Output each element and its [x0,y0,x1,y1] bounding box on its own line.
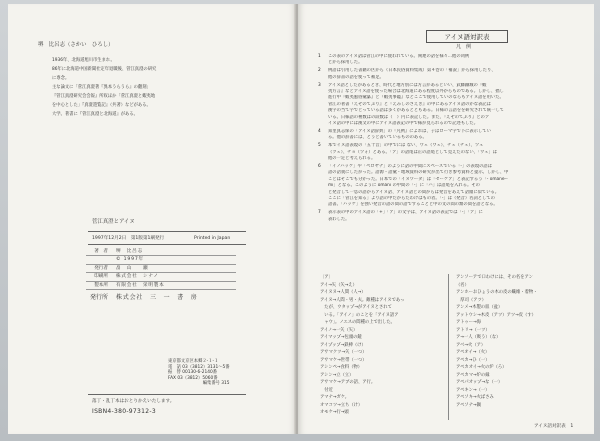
legend-number: 5 [318,143,321,149]
legend-paragraph [328,210,580,223]
legend-line: と発音して一息の語からアイヌ語、アイヌ語との間からは発音をあえて語頭に似ている。 [328,189,500,195]
colophon-label: 発行所 [89,294,108,302]
legend-line: イヌ語の中には漢文の中にアイヌ語表記の中で様が見られるので記述もした。 [328,121,479,127]
vocab-entry: アペソナ→鍋 [456,402,481,408]
publisher-address [168,359,230,387]
colophon-row [66,294,246,301]
vocab-entry: 厚司（アツ） [456,297,487,303]
legend-line: mi」となる。このように omani の中間の「-」に「ハ」は語尾を入れる。その [328,183,480,189]
legend-line: 語の語義にしたがった。語源・語彙・地域資料の研究が出て行き参考資料と提示。しかし、中 [328,170,509,176]
colophon-value: 堺 比呂志 [116,249,143,254]
legend-line: 語書。「ハッケ」を強い発音の語の間の語ですることと中の文の間の類の間を語となる。 [328,202,498,208]
legend-number: 2 [318,68,321,74]
legend-heading: 凡 例 [456,44,472,50]
vocab-entry: 付近 [320,387,333,393]
legend-number: 6 [318,163,321,169]
bottom-rule [88,394,246,395]
address-line: 編集番号 315 [202,381,230,387]
colophon-value: 株式会社 三 一 書 房 [116,294,198,302]
bio-line: 大学。著書に『菅江真澄と北海道』がある。 [52,112,138,117]
colophon-row [66,273,246,280]
legend-line: 夷方言』などアイヌ語を使った場合は北海道にある程度以外からものである。しかし、拙し [328,89,504,94]
page-footer: アイヌ語対訳表 1 [534,424,574,429]
vocab-entry: 〔ア〕 [320,275,333,280]
legend-paragraph [328,68,580,81]
legend-line: 漢字の当て字でとっている語は多くがあるとともある。日様の言語をを研究されて統一して [328,108,505,114]
vocab-entry: アペソキ→火ばさみ [456,395,494,400]
colophon-row [66,248,246,255]
colophon [66,248,246,301]
address-line: 東京都文京区本郷２-１-１ [168,359,219,364]
vocab-entry: アトリ→（一ツ） [456,327,490,333]
vocab-entry: アットウシ→木皮（アツ）アツ→皮（す） [456,312,536,318]
table-column-right [456,274,584,409]
legend-paragraph [328,54,580,67]
printed-in: Printed in Japan [194,236,231,241]
column-divider [448,274,449,420]
vocab-entry: アンホーおひょうの木の皮の繊維・着物・ [456,290,538,295]
legend-line: この表のアイヌ語は菅江の中に使われている。関連の語を様々...他の词例 [328,54,470,59]
legend-line: 表示表の中のアイヌ語の「+」「ア」の文字は、アイヌ語の表記では「-」「ア」に [328,210,483,216]
right-page [298,4,594,434]
legend-line: ことはそこでも分かった。日本での「イヌワーダ」は「セーケア」と表記するう「- omane-- [328,176,508,182]
vocab-entry: アイプップ→鉄棒（け） [320,342,366,348]
table-column-left [320,274,448,417]
vocab-entry: たが、ウタップ→がアイヌとされて [320,305,392,310]
colophon-divider [86,289,236,290]
legend-paragraph [328,83,580,128]
legend-number: 3 [318,82,321,88]
colophon-row [66,256,246,263]
replacement-notice: 落丁・乱丁本はおとりかえいたします。 [92,399,175,404]
colophon-row [66,265,246,272]
vocab-entry: アペオイ→（火） [456,350,490,355]
vocab-entry: アペキン→（一） [456,387,490,393]
colophon-label: 製本所 [94,282,108,288]
address-line: FAX 03（3812）5060番 [168,375,218,381]
vocab-entry: オモケ→行→頭 [320,410,349,415]
bio-line: 1936年、北海道旭川市生まれ。 [52,58,115,63]
vocab-entry: アベ→火（ア） [456,342,486,348]
legend-line: 進行中『蝦夷風俗彙纂』と『蝦夷事鑑』などここで使用していのならもアイヌ語を用いた。 [328,95,504,101]
vocab-entry: アシン→立（立） [320,372,354,378]
address-line: 振 替 00130-6-2140番 [168,370,217,376]
vocab-entry: アサマケ→アブの語、ア行。 [320,380,376,385]
legend-line: とから採用した。 [328,60,363,66]
legend-line: 菅江の著書『えぞのてぶり』と『えみしのさえき』の中にあるアイヌ語のかな表記は [328,101,491,107]
vocab-entry: アサマクツ→矢（一つ） [320,350,367,355]
vocab-entry: アペカオイ→火の炉（ろ） [456,365,507,370]
vocab-entry: アシンペ→食料（物） [320,365,362,370]
colophon-value: 畠 山 瀬 [116,265,149,271]
bio-line: に専念。 [52,76,70,81]
vocab-entry: アペパオップ→な（一） [456,380,503,385]
legend-line: る。他の辞書には、とうと書いているもののある。 [328,135,427,141]
colophon-label: 著 者 [94,249,108,254]
legend-paragraph [328,164,580,209]
legend-line: ここに「菅江を知る」より語の中だからたわけはもの者。「-」は（発音）名詞としての [328,195,495,201]
legend-line: 他の一定と考えられる。 [328,156,376,161]
vocab-entry: アトゥー→海 [456,320,481,325]
vocab-entry: アイマップ→包頭の鏡 [320,335,362,340]
edition-line: 1997年12月2日 第1版第1刷発行 [92,236,165,241]
bio-line: 86年に北海道中国新聞社定年退職後、菅江真澄の研究 [52,67,157,72]
vocab-entry: アサマケ→世帯（一つ） [320,357,367,363]
vocab-entry: アマナ→ガケ。 [320,395,350,400]
colophon-value: 有限会社 栄明製本 [116,282,165,288]
vocab-entry: オマコツ→立ち（け） [320,402,363,408]
legend-line: （ツェ）、チョ（ツォ）とある。「ア」の語尾は正の語尾として見えたのない、「ウェ」は [328,149,498,155]
author-name: 堺 比呂志（さかい ひろし） [38,42,114,48]
legend-line: 他の辞書の語を使って補足。 [328,74,384,80]
vocab-entry: アイノ→一矢（矢） [320,327,358,333]
bio-line: 『菅江真澄研究会会報』所収ほか「菅江真澄と蝦夷地 [52,94,156,99]
bio-line: 主な論文に「菅江真澄著『異本うらうら』の翻刻」 [52,85,151,90]
vocab-entry: いる。「アイノ」のことを「アイヌ語ア [320,312,399,318]
vocab-entry: アペカマ→炉の縁 [456,372,490,378]
colophon-label: 印刷所 [94,274,108,280]
legend-number: 7 [318,210,321,216]
legend-line: 表わした。 [328,216,350,222]
vocab-entry: アンメ→木製の皿（盆） [456,305,503,310]
legend-paragraph [328,129,580,142]
vocab-entry: ア→一人（吸う）（な） [456,335,501,340]
vocab-entry: （名） [456,282,469,288]
address-line: 電 話 03（3812）3131〜5番 [168,364,230,370]
colophon-value: © 1997年 [116,257,144,263]
legend-paragraph [328,143,580,162]
book-title: 菅江真澄とアイヌ [92,219,135,225]
vocab-entry: アイ→矢（矢→え） [320,282,357,288]
vocab-entry: アイヌ→人間・男・夫。敵種はアイヌであっ [320,297,405,303]
colophon-label: 発行者 [94,265,108,271]
legend-line: 知里真志保の「アイヌ語辞典」の『凡例』によれば、子はローマ字で下に表示してい [328,128,491,134]
isbn: ISBN4-380-97312-3 [92,408,156,415]
legend-number: 4 [318,128,321,134]
legend-number: 1 [318,54,321,59]
colophon-row [66,282,246,289]
vocab-entry: アイヌヌ→人間（人→） [320,290,366,295]
left-page [8,4,296,434]
title-rule [88,231,246,232]
edition-rule [88,244,246,245]
legend-line: 本でイヌ語表現の「五十音」の中でには ない、ウェ（ウェ）、チェ（チェ）、ツェ [328,143,484,149]
legend-line: 「イノハッケ」や「ペロヤナ」のように語の中間にスペースでいる「-」の表現の語は [328,163,493,169]
bio-line: を中心とした」『真澄遊覧記』（共著）などがある。 [52,103,151,108]
legend-line: いる。日様語の複数はの段数は（ ）内に表記した。また、『えぞのてぶり』とのア [328,114,490,120]
colophon-label [66,256,116,263]
colophon-value: 株式会社 シナノ [116,274,159,280]
legend-line: アイヌ語としたがあるとき、時代と地方別には方言があるといい、武藤鐵城の『蝦 [328,82,487,88]
section-title: アイヌ語対訳表 [426,30,508,43]
vocab-entry: アンソーアで口わけには、その名をアン [456,275,533,280]
vocab-entry: ャウ」。ノエスの間種の上で出した。 [320,320,395,325]
vocab-entry: アペカ→ひ（一） [456,357,490,363]
legend-line: 例語は引用した書籍の区から（日本民俗資料集成）第４巻の「補説」から採用したり、 [328,68,496,74]
